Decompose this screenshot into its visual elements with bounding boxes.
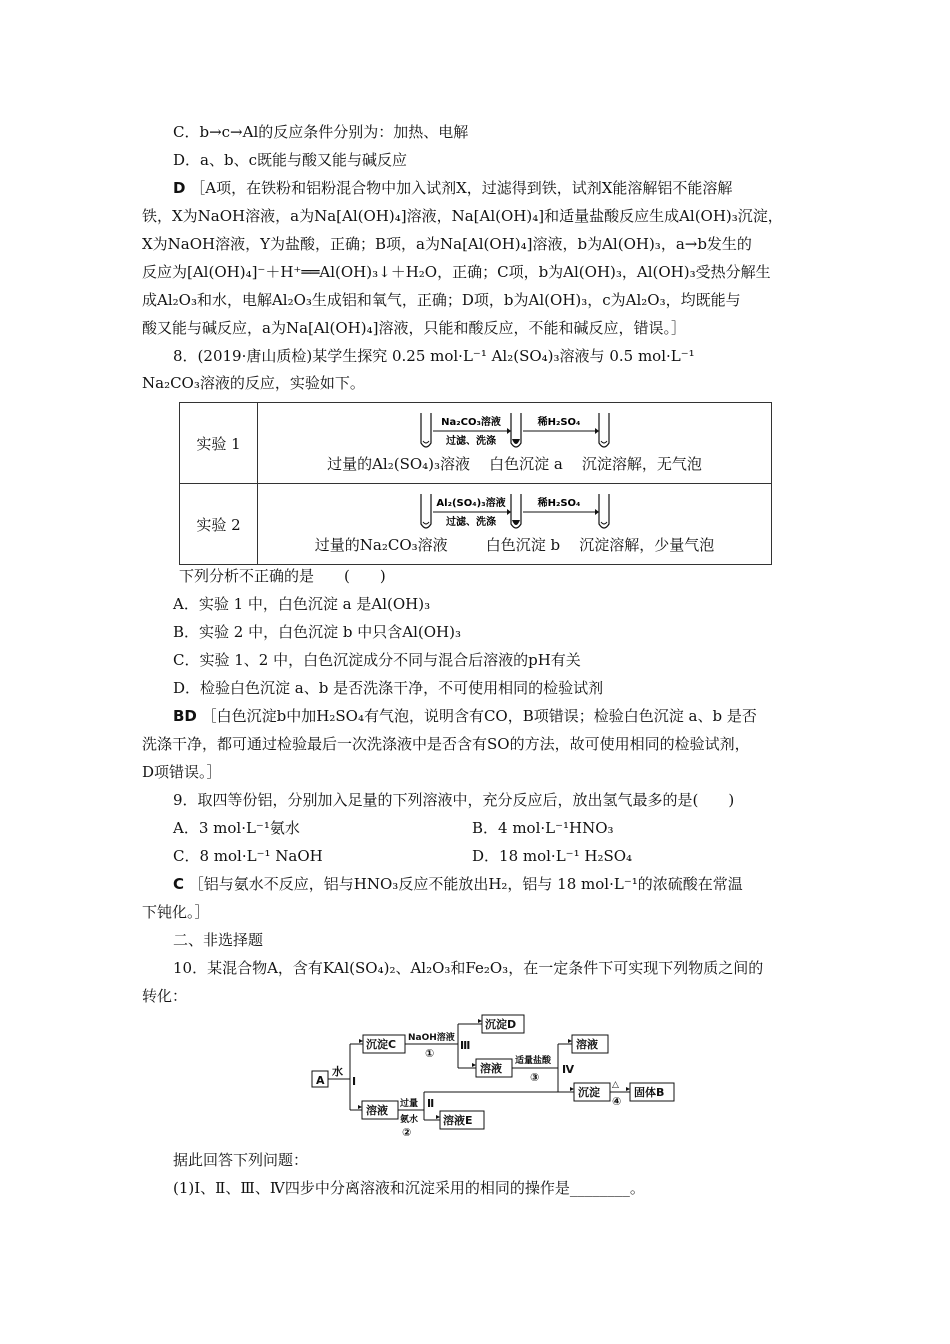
test-tube-diagram [415,492,615,534]
liquid-mark [601,441,607,443]
experiment-label: 实验 2 [180,484,258,565]
explanation-line: ［A项，在铁粉和铝粉混合物中加入试剂X，过滤得到铁，试剂X能溶解铝不能溶解 [190,179,733,197]
option-c: C．实验 1、2 中，白色沉淀成分不同与混合后溶液的pH有关 [173,651,581,669]
answer-letter: D [173,179,186,197]
node-solution: 溶液 [366,1104,388,1117]
explanation-line: 反应为[Al(OH)₄]⁻＋H⁺══Al(OH)₃↓＋H₂O，正确；C项，b为Al(OH)₃，Al(OH)₃受热分解生 [142,263,771,281]
precipitate-mark [512,520,520,525]
option-c: C．8 mol·L⁻¹ NaOH [173,847,323,865]
section-heading: 二、非选择题 [173,931,264,949]
arrow-head [472,1063,476,1067]
node-precip-c: 沉淀C [366,1038,397,1051]
question-8-stem: 8．(2019·唐山质检)某学生探究 0.25 mol·L⁻¹ Al₂(SO₄)₃溶液与 0.5 mol·L⁻¹ [173,347,695,365]
explanation-line: 酸又能与碱反应，a为Na[Al(OH)₄]溶液，只能和酸反应，不能和碱反应，错误。］ [142,319,686,337]
experiment-caption: 过量的Na₂CO₃溶液 白色沉淀 b 沉淀溶解，少量气泡 [314,535,715,554]
label-heat: △ [612,1080,619,1090]
explanation-line: 成Al₂O₃和水，电解Al₂O₃生成铝和氧气，正确；D项，b为Al(OH)₃，c为Al₂O₃，均既能与 [142,291,741,309]
experiment-cell [258,403,772,484]
step-circle-3: ③ [530,1071,540,1084]
question-10-stem-cont: 转化： [142,987,188,1005]
test-tube-icon [599,494,609,528]
option-d: D．18 mol·L⁻¹ H₂SO₄ [472,847,633,865]
option-b: B．4 mol·L⁻¹HNO₃ [472,819,614,837]
reagent-label: 稀H₂SO₄ [537,416,580,428]
reagent-label: Al₂(SO₄)₃溶液 [435,497,506,509]
answer-explanation [173,706,757,726]
step-i: Ⅰ [352,1075,357,1088]
step-iii: Ⅲ [460,1039,471,1052]
arrow-head [626,1087,630,1091]
explanation-line: ［白色沉淀b中加H₂SO₄有气泡，说明含有CO，B项错误；检验白色沉淀 a、b 是否 [201,707,757,725]
experiment-label: 实验 1 [180,403,258,484]
operation-label: 过滤、洗涤 [445,435,496,447]
explanation-line: ［铝与氨水不反应，铝与HNO₃反应不能放出H₂，铝与 18 mol·L⁻¹的浓硫酸在常温 [188,875,743,893]
node-solution: 溶液 [576,1038,598,1051]
test-tube-icon [421,413,431,447]
question-8-prompt: 下列分析不正确的是 ( ) [179,567,386,585]
arrow-head [358,1105,362,1109]
option-d: D．a、b、c既能与酸又能与碱反应 [173,151,407,169]
test-tube-icon [599,413,609,447]
node-a: A [316,1074,325,1087]
explanation-line: 下钝化。］ [142,903,210,921]
test-tube-icon [421,494,431,528]
question-10-sub-1: (1)Ⅰ、Ⅱ、Ⅲ、Ⅳ四步中分离溶液和沉淀采用的相同的操作是________。 [173,1179,645,1197]
reagent-naoh: NaOH溶液 [408,1033,455,1043]
explanation-line: 洗涤干净，都可通过检验最后一次洗涤液中是否含有SO的方法，故可使用相同的检验试剂， [142,735,750,753]
liquid-mark [423,441,429,443]
experiment-cell [258,484,772,565]
experiment-row-1 [180,403,772,484]
experiment-row-2 [180,484,772,565]
node-solution: 溶液 [480,1062,502,1075]
experiment-caption: 过量的Al₂(SO₄)₃溶液 白色沉淀 a 沉淀溶解，无气泡 [327,454,702,473]
node-solid-b: 固体B [634,1086,665,1099]
answer-letter: C [173,875,185,893]
reagent-hcl: 适量盐酸 [515,1056,552,1066]
operation-label: 过滤、洗涤 [445,516,496,528]
arrow-head [568,1039,572,1043]
question-9-stem: 9．取四等份铝，分别加入足量的下列溶液中，充分反应后，放出氢气最多的是( ) [173,791,735,809]
reagent-ammonia: 氨水 [400,1115,419,1125]
label-water: 水 [332,1065,343,1078]
step-ii: Ⅱ [427,1097,435,1110]
question-10-intro: 据此回答下列问题： [173,1151,309,1169]
answer-explanation [173,874,743,894]
question-10-stem: 10．某混合物A，含有KAl(SO₄)₂、Al₂O₃和Fe₂O₃，在一定条件下可实现下列物质之间的 [173,959,764,977]
liquid-mark [423,522,429,524]
explanation-line: D项错误。］ [142,763,222,781]
answer-letter: BD [173,707,197,725]
option-d: D．检验白色沉淀 a、b 是否洗涤干净，不可使用相同的检验试剂 [173,679,604,697]
test-tube-diagram [415,411,615,453]
explanation-line: 铁，X为NaOH溶液，a为Na[Al(OH)₄]溶液，Na[Al(OH)₄]和适量盐酸反应生成Al(OH)₃沉淀， [142,207,783,225]
step-circle-2: ② [402,1126,412,1139]
option-c: C．b→c→Al的反应条件分别为：加热、电解 [173,123,469,141]
arrow-head [507,509,511,515]
explanation-line: X为NaOH溶液，Y为盐酸，正确；B项，a为Na[Al(OH)₄]溶液，b为Al(OH)₃，a→b发生的 [142,235,752,253]
question-8-stem-cont: Na₂CO₃溶液的反应，实验如下。 [142,374,365,392]
answer-explanation [173,178,732,198]
reagent-excess: 过量 [400,1099,419,1109]
precipitate-mark [512,439,520,444]
option-b: B．实验 2 中，白色沉淀 b 中只含Al(OH)₃ [173,623,461,641]
reagent-label: 稀H₂SO₄ [537,497,580,509]
flow-diagram [310,1005,690,1140]
step-circle-1: ① [425,1047,435,1060]
step-iv: Ⅳ [562,1063,575,1076]
node-precip-d: 沉淀D [485,1018,517,1031]
arrow-head [507,428,511,434]
arrow-head [570,1087,574,1091]
arrow-head [436,1115,440,1119]
experiment-table [179,402,772,565]
step-circle-4: ④ [612,1095,622,1108]
liquid-mark [601,522,607,524]
node-precip: 沉淀 [578,1086,600,1099]
reagent-label: Na₂CO₃溶液 [440,416,501,428]
arrow-head [478,1019,482,1023]
option-a: A．实验 1 中，白色沉淀 a 是Al(OH)₃ [173,595,431,613]
option-a: A．3 mol·L⁻¹氨水 [173,819,300,837]
node-solution-e: 溶液E [443,1114,473,1127]
arrow-head [359,1039,363,1043]
